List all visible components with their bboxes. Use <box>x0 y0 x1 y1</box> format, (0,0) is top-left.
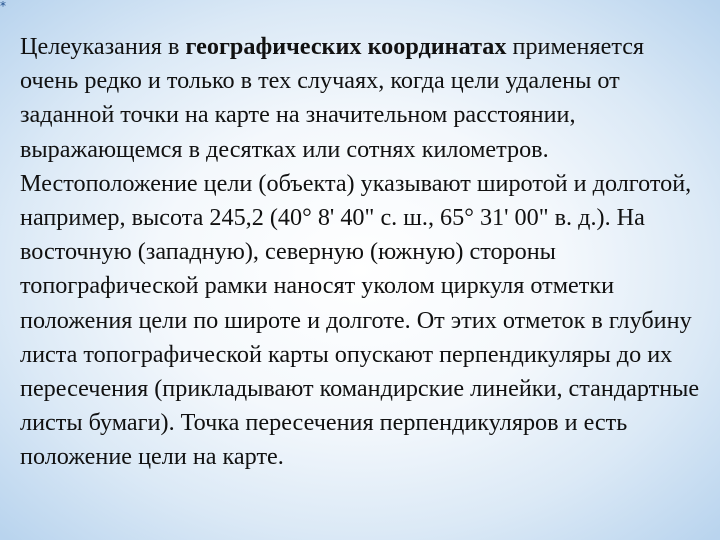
paragraph-body: применяется очень редко и только в тех случаях, когда цели удалены от заданной точки на карте на значительном расстоянии, выражающемся в десятках или сотнях километров. Местоположение цели (объекта) указывают широтой и долготой, например, высота 245,2 (40° 8' 40" с. ш., 65° 31' 00" в. д.). На восточную (западную), северную (южную) стороны топографической рамки наносят уколом циркуля отметки положения цели по широте и долготе. От этих отметок в глубину листа топографической карты опускают перпендикуляры до их пересечения (прикладывают командирские линейки, стандартные листы бумаги). Точка пересечения перпендикуляров и есть положение цели на карте. <box>20 33 700 471</box>
slide-paragraph <box>20 30 700 475</box>
corner-asterisk-icon: * <box>0 0 6 13</box>
paragraph-intro: Целеуказания в <box>20 33 186 60</box>
paragraph-emphasis: географических координатах <box>185 33 507 60</box>
